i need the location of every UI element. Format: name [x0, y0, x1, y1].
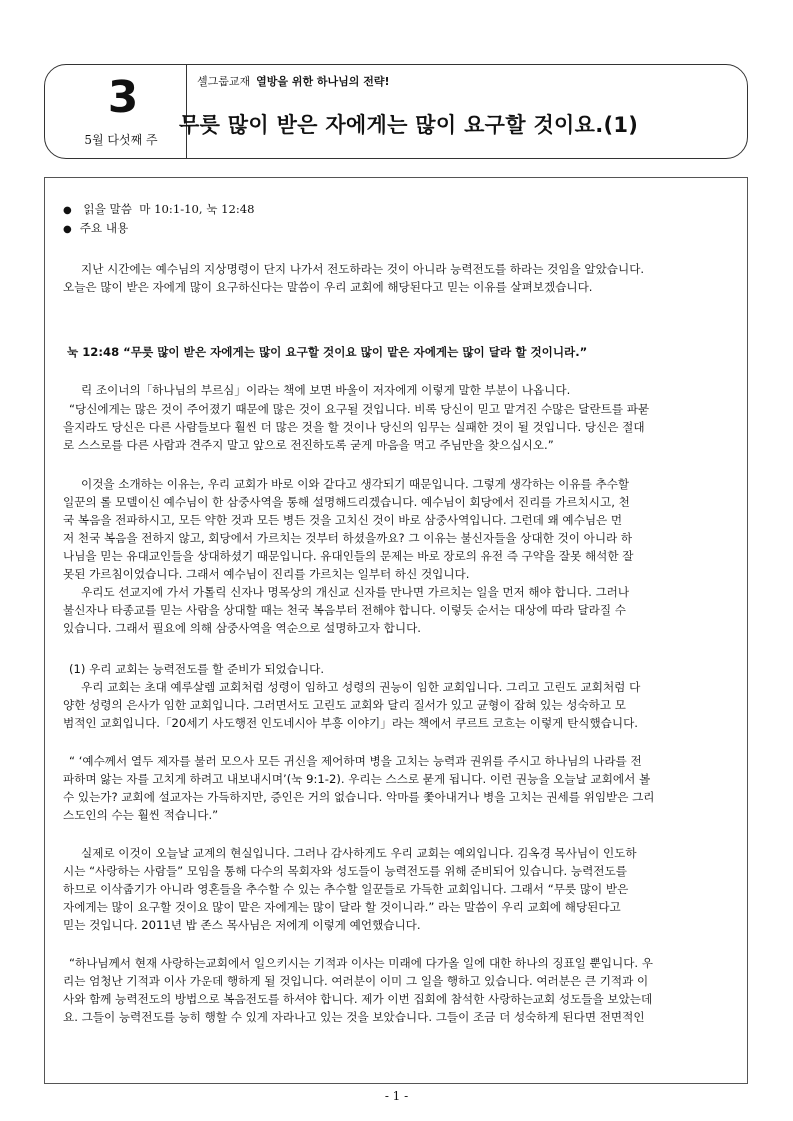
quote-line: “ ‘예수께서 열두 제자를 불러 모으사 모든 귀신을 제어하며 병을 고치는 능력과 권위를 주시고 하나님의 나라를 전: [69, 754, 642, 768]
series-title: 열방을 위한 하나님의 전략!: [256, 75, 390, 88]
paragraph-line: 있습니다. 그래서 필요에 의해 삼중사역을 역순으로 설명하고자 합니다.: [63, 621, 421, 635]
paragraph-line: 불신자나 타종교를 믿는 사람을 상대할 때는 천국 복음부터 전해야 합니다. 이렇듯 순서는 대상에 따라 달라질 수: [63, 603, 626, 617]
reading-row: [63, 200, 255, 220]
paragraph-line: 릭 조이너의「하나님의 부르심」이라는 책에 보면 바울이 저자에게 이렇게 말한 부분이 나옵니다.: [81, 383, 571, 397]
paragraph-line: 저 천국 복음을 전하지 않고, 회당에서 가르치는 것부터 하셨을까요? 그 이유는 불신자들을 상대한 것이 아니라 하: [63, 531, 633, 545]
quote-line: 수 있는가? 교회에 설교자는 가득하지만, 증인은 거의 없습니다. 악마를 쫓아내거나 병을 고치는 권세를 위임받은 그리: [63, 790, 655, 804]
quote-line: 을지라도 당신은 다른 사람들보다 훨씬 더 많은 것을 할 것이나 당신의 임무는 실패한 것이 될 것입니다. 당신은 절대: [63, 420, 645, 434]
paragraph-line: 일꾼의 롤 모델이신 예수님이 한 삼중사역을 통해 설명해드리겠습니다. 예수님이 회당에서 진리를 가르치시고, 천: [63, 495, 630, 509]
paragraph-line: 국 복음을 전파하시고, 모든 약한 것과 모든 병든 것을 고치신 것이 바로 삼중사역입니다. 그런데 왜 예수님은 먼: [63, 513, 623, 527]
material-label: 셀그룹교재: [197, 75, 251, 88]
paragraph-line: 이것을 소개하는 이유는, 우리 교회가 바로 이와 같다고 생각되기 때문입니다. 그렇게 생각하는 이유를 추수할: [81, 477, 630, 491]
paragraph-line: 우리도 선교지에 가서 가톨릭 신자나 명목상의 개신교 신자를 만나면 가르치는 일을 먼저 해야 합니다. 그러나: [81, 585, 630, 599]
quote-line: 로 스스로를 다른 사람과 견주지 말고 앞으로 전진하도록 굳게 마음을 먹고 주님만을 찾으십시오.”: [63, 438, 554, 452]
quote-line: 리는 엄청난 기적과 이사 가운데 행하게 될 것입니다. 여러분이 이미 그 일을 행하고 있습니다. 여러분은 큰 기적과 이: [63, 974, 649, 988]
paragraph-line: 자에게는 많이 요구할 것이요 많이 맡은 자에게는 많이 달라 할 것이니라.” 라는 말씀이 우리 교회에 해당된다고: [63, 900, 621, 914]
lesson-number: 3: [107, 72, 139, 123]
paragraph-line: 지난 시간에는 예수님의 지상명령이 단지 나가서 전도하라는 것이 아니라 능력전도를 하라는 것임을 알았습니다.: [81, 262, 645, 276]
quote-line: 사와 함께 능력전도의 방법으로 복음전도를 하셔야 합니다. 제가 이번 집회에 참석한 사랑하는교회 성도들을 보았는데: [63, 992, 653, 1006]
content-box: [44, 177, 748, 1084]
paragraph-line: 나님을 믿는 유대교인들을 상대하셨기 때문입니다. 유대인들의 문제는 바로 장로의 유전 즉 구약을 잘못 해석한 잘: [63, 549, 634, 563]
quote-line: 파하며 앓는 자를 고치게 하려고 내보내시며’(눅 9:1-2). 우리는 스스로 묻게 됩니다. 이런 권능을 오늘날 교회에서 볼: [63, 772, 651, 786]
quote-line: 스도인의 수는 훨씬 적습니다.”: [63, 808, 219, 822]
paragraph-line: 오늘은 많이 받은 자에게 많이 요구하신다는 말씀이 우리 교회에 해당된다고 믿는 이유를 살펴보겠습니다.: [63, 280, 593, 294]
reading-reference: 마 10:1-10, 눅 12:48: [139, 202, 255, 216]
lesson-header: [44, 64, 748, 159]
paragraph-line: 실제로 이것이 오늘날 교계의 현실입니다. 그러나 감사하게도 우리 교회는 예외입니다. 김옥경 목사님이 인도하: [81, 846, 637, 860]
paragraph-line: 범적인 교회입니다.「20세기 사도행전 인도네시아 부흥 이야기」라는 책에서 쿠르트 코흐는 이렇게 탄식했습니다.: [63, 716, 638, 730]
lesson-date: 5월 다섯째 주: [84, 133, 158, 147]
paragraph-line: 우리 교회는 초대 예루살렘 교회처럼 성령이 임하고 성령의 권능이 임한 교회입니다. 그리고 고린도 교회처럼 다: [81, 680, 641, 694]
paragraph-line: 못된 가르침이었습니다. 그래서 예수님이 진리를 가르치는 일부터 하신 것입니다.: [63, 567, 470, 581]
quote-line: 요. 그들이 능력전도를 능히 행할 수 있게 자라나고 있는 것을 보았습니다. 그들이 조금 더 성숙하게 된다면 전면적인: [63, 1010, 645, 1024]
quote-line: “하나님께서 현재 사랑하는교회에서 일으키시는 기적과 이사는 미래에 다가올 일에 대한 하나의 징표일 뿐입니다. 우: [69, 956, 653, 970]
section-heading: (1) 우리 교회는 능력전도를 할 준비가 되었습니다.: [69, 662, 325, 676]
paragraph-line: 하므로 이삭줍기가 아니라 영혼들을 추수할 수 있는 추수할 일꾼들로 가득한 교회입니다. 그래서 “무릇 많이 받은: [63, 882, 629, 896]
page-number: - 1 -: [384, 1089, 409, 1103]
key-verse: 눅 12:48 “무릇 많이 받은 자에게는 많이 요구할 것이요 많이 맡은 자에게는 많이 달라 할 것이니라.”: [67, 345, 588, 359]
main-content-label: ● 주요 내용: [63, 219, 128, 239]
paragraph-line: 믿는 것입니다. 2011년 밥 존스 목사님은 저에게 이렇게 예언했습니다.: [63, 918, 421, 932]
quote-line: “당신에게는 많은 것이 주어졌기 때문에 많은 것이 요구될 것입니다. 비록 당신이 믿고 맡겨진 수많은 달란트를 파묻: [69, 402, 650, 416]
page-title: 무릇 많이 받은 자에게는 많이 요구할 것이요.(1): [179, 113, 639, 137]
paragraph-line: 양한 성령의 은사가 임한 교회입니다. 그러면서도 고린도 교회와 달리 질서가 있고 균형이 잡혀 있는 성숙하고 모: [63, 698, 626, 712]
series-subtitle: [197, 73, 390, 89]
paragraph-line: 시는 “사랑하는 사람들” 모임을 통해 다수의 목회자와 성도들이 능력전도를 위해 준비되어 있습니다. 능력전도를: [63, 864, 627, 878]
reading-label: 읽을 말씀: [83, 202, 132, 216]
